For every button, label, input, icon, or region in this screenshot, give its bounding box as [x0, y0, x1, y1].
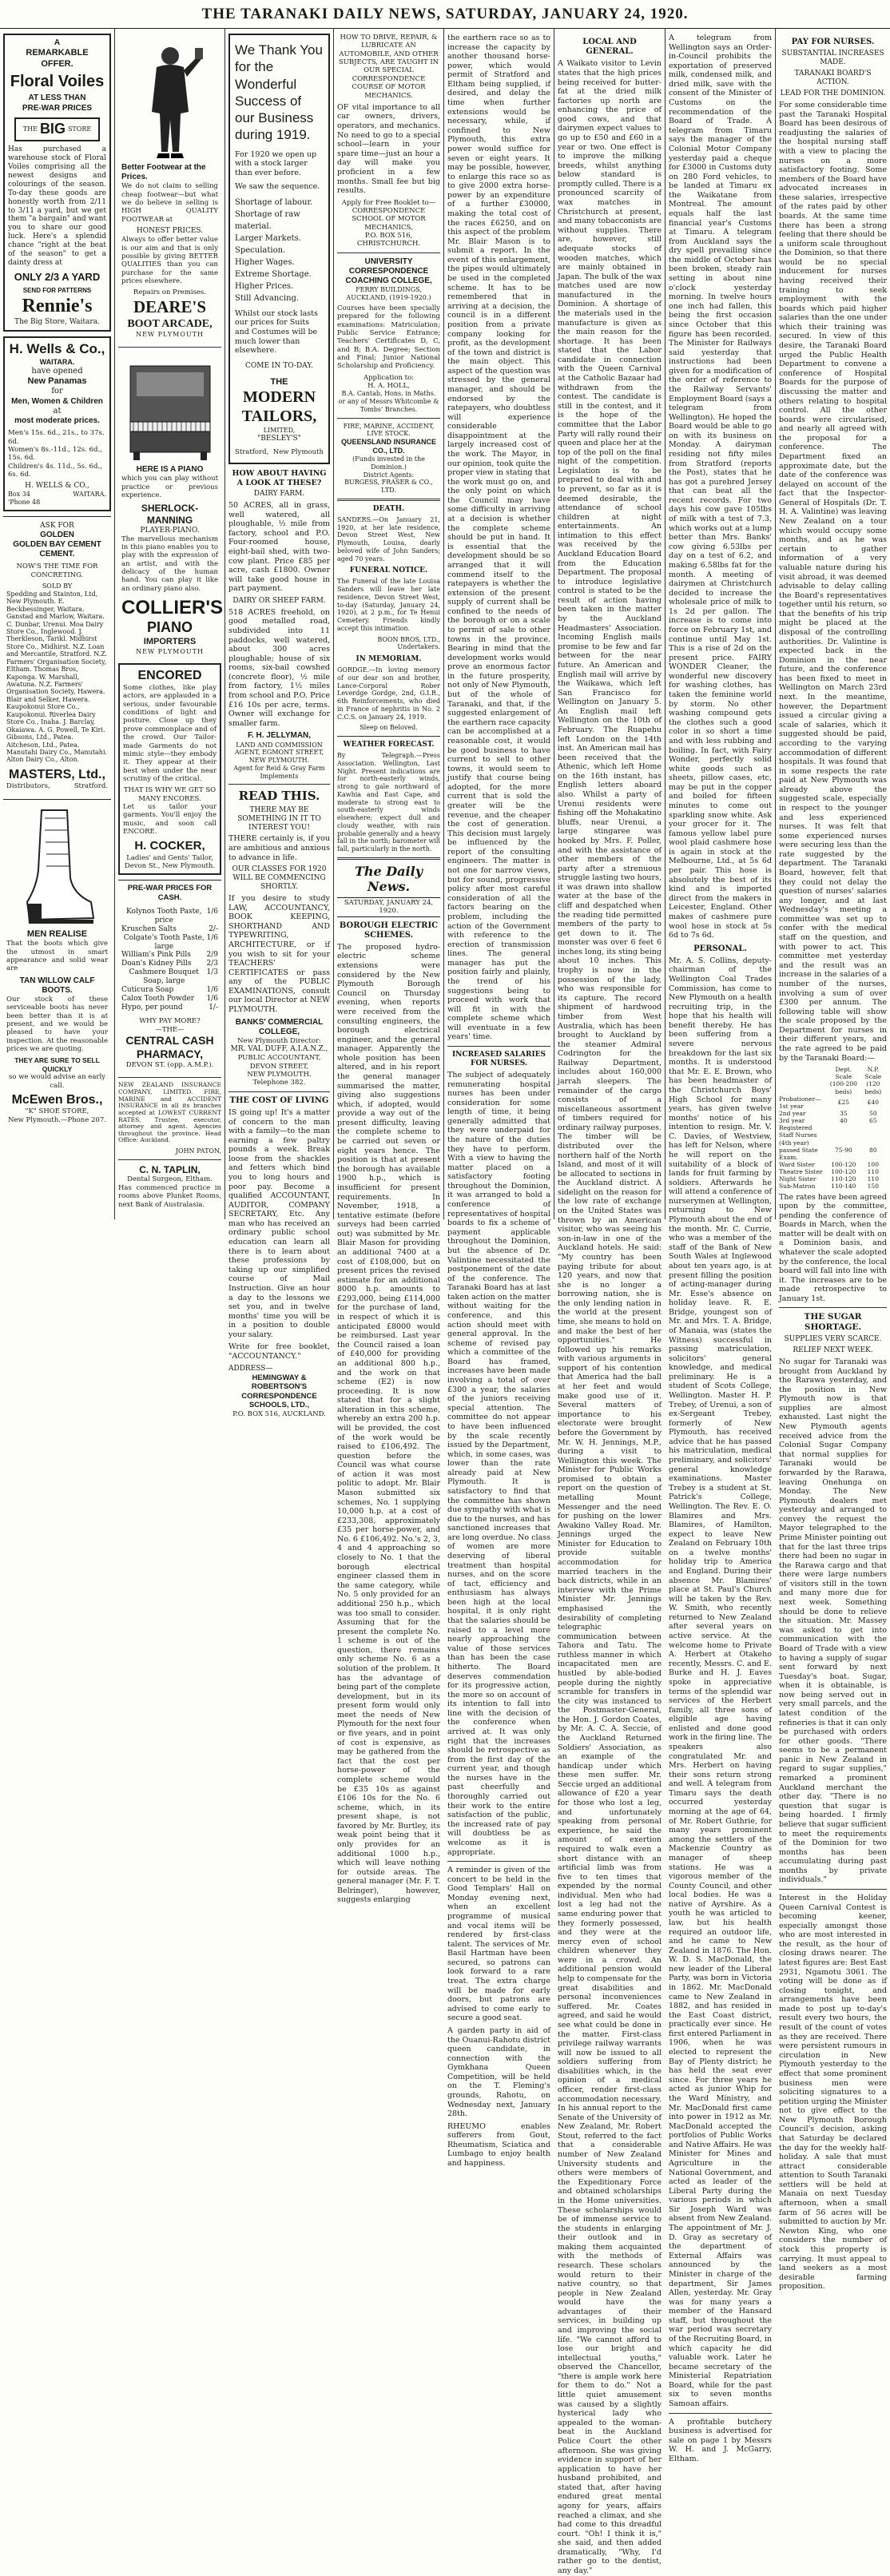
logo-text: THE — [22, 125, 38, 133]
table-header: N.P. Scale (120 beds) — [864, 1066, 882, 1095]
section-heading: LOCAL AND GENERAL. — [582, 38, 637, 57]
ad-body: Spedding and Stainton, Ltd, New Plymouth. E. Beckbessinger, Waitara. Ganstad and Marlow, Waitara. C. Dunbar, Urenui. Moa Dairy Store Co., Inglewood. J. Therkleson, Tarikl. Midhirst Store Co., Midhirst. N.Z. Loan and Mercantile, Stratford. N.Z. Farmers' Organisation Society, Eltham. Thomas Bros, Kaponga. W. Marshall, Awatuna. N.Z. Farmers' Organisation Society, Hawera. Blair and Selker, Hawera. Kaupokonui Store Co., Kaupokonui. Riverlea Dairy Store Co., Inaha. J. Barclay, Okaiawa. A. G. Powell, Te Kiri. Gibsons, Ltd., Patea. Aitcheson, Ltd., Patea. Manutahi Dairy Co., Manutahi. Alton Dairy Co., Alton. — [6, 590, 108, 764]
ad-brand: DEARE'S — [133, 296, 207, 316]
table-cell: 110-120 — [831, 1175, 856, 1183]
notice-text: Sleep on Beloved. — [360, 724, 418, 732]
salary-table — [779, 1066, 887, 1190]
editorial-title: The Daily News. — [355, 863, 423, 895]
column-6 — [554, 29, 665, 2576]
man-illustration-icon — [134, 40, 206, 160]
ad-line: Telephone 382. — [252, 1079, 306, 1087]
ad-brand: MASTERS, Ltd., — [9, 767, 105, 781]
listing-text: 50 ACRES, all in grass, well watered, all ploughable, ½ mile from factory, school and P.O. Four-roomed house, eight-bail shed, with two-cow plant. Price £85 per acre, cash £1800. Owner will take good house in part payment. — [228, 501, 330, 594]
sequence-item: Speculation. — [235, 245, 286, 255]
ad-line: Distributors, — [6, 782, 50, 791]
ad-body: OF vital importance to all car owners, drivers, operators, and mechanics. No need to go to a special school—learn in your spare time—just an hour a day will make you proficient in a few months. Small fee but big results. — [337, 102, 440, 196]
article-text: A garden party in aid of the Ouanui-Rahotu district queen candidate, in connection with the Gymkhana Queen Competition, will be held on the T. Fleming's grounds, Rahotu, on Wednesday next, January 28th. — [447, 2025, 550, 2119]
table-row — [779, 1168, 887, 1175]
ad-body: For 1920 we open up with a stock larger than ever before. — [235, 149, 317, 177]
ad-line: OFFER. — [41, 58, 74, 69]
wells-advert — [3, 336, 111, 511]
ad-line: New Plymouth Director: — [237, 1037, 321, 1045]
ad-line: PUBLIC ACCOUNTANT, — [237, 1054, 321, 1063]
ad-brand: Rennie's — [22, 295, 93, 316]
article-text: The proposed hydro-electric scheme extensions were considered by the New Plymouth Borough Council on Thursday evening, when reports were received from the consulting engineers, the borough electrical engineer, and the general manager. Apparently the whole position has been altered, and in his report the general manager summarised the matter, giving also suggestions which, if adopted, would provide a way out of the present difficulty, leaving the complete scheme to be carried out seven or eight years hence. The position is that at present the borough has available 1900 h.p., which is insufficient for present requirements. In November, 1918, a tentative estimate (before surveys had been carried out) was submitted by Mr. Blair Mason for providing an additional 7400 at a cost of £108,000, but on present prices the revised estimate for an additional 8000 h.p. amounts to £293,000, being £114,000 for the purchase of land, in respect of which it is anticipated £8000 would be reimbursed. Last year the Council raised a loan of £40,000 for providing an additional 800 h.p., and the work on that scheme (E2) is now proceeding. It is now stated that for a slight alteration in this scheme, whereby an extra 200 h.p. will be provided, the cost of the work would be raised to £106,492. The question before the Council was what course of action it was most politic to adopt. Mr. Blair Mason submitted six schemes, No. 1 supplying 10,000 h.p. at a cost of £233,308, approximately £35 per horse-power, and No. 6 £106,492. No.'s 2, 3, 4 and 4 approaching so closely to No. 1 that the borough electrical engineer classed them in the same category, while No. 5 only provided for an additional 250 h.p., which was too small to consider. Assuming that for the present the complete No. 1 scheme is out of the question, there remains only scheme No. 6 as a solution of the problem. It has the advantage of being part of the complete development, but in its present form would only meet the needs of New Plymouth for the next four or five years, and in point of cost is expensive, as may be gathered from the fact that the cost per horse-power of the complete scheme would be £35 10s as against £106 10s for the No. 6 scheme, which, in its present shape, is not favored by Mr. Burtley, its weak point being that it only provides for an additional 1000 h.p., which will leave nothing for outside areas. The general manager (Mr. F. T. Belringer), however, suggests enlarging — [337, 942, 440, 1905]
ad-line: PLAYER-PIANO. — [140, 526, 200, 535]
ad-line: NEW PLYMOUTH — [136, 331, 204, 339]
table-row — [779, 1139, 887, 1161]
ad-line: 'Phone 48 — [8, 499, 41, 507]
column-1 — [0, 29, 114, 1219]
ad-line: GOLDEN — [40, 530, 74, 539]
deare-advert — [118, 34, 221, 342]
table-cell: 110 — [867, 1175, 879, 1183]
table-cell: 2nd year — [779, 1110, 806, 1117]
table-cell: 110 — [867, 1168, 879, 1176]
price-row — [121, 925, 218, 934]
price-row — [121, 986, 218, 995]
table-cell: (4th year) passed State Exam. — [779, 1139, 818, 1161]
ad-line: THAT IS WHY WE GET SO MANY ENCORES. — [123, 786, 217, 803]
table-row — [779, 1095, 887, 1110]
column-8 — [776, 29, 890, 2292]
section-heading: DEATH. — [372, 504, 405, 513]
ad-body: The marvellous mechanism in this piano enables you to play with the expression of an artist, and with the delicacy of the human hand. You can play it like an ordinary piano also. — [121, 535, 218, 593]
price-value: 1/6 — [206, 995, 218, 1004]
sequence-item: Shortage of raw material. — [235, 209, 300, 231]
ad-headline: Better Footwear at the Prices. — [121, 163, 206, 182]
section-subheading: TARANAKI BOARD'S ACTION. — [794, 70, 872, 87]
section-heading: INCREASED SALARIES FOR NURSES. — [451, 1051, 546, 1067]
ad-body: THERE certainly is, if you are ambitious and anxious to advance in life. — [228, 834, 331, 862]
price-row — [121, 995, 218, 1004]
column-4 — [334, 29, 443, 1905]
ad-body: That the boots which give the utmost in smart appearance and solid wear are — [6, 940, 108, 973]
price-row — [121, 951, 218, 960]
price-row — [121, 1004, 218, 1012]
table-row — [779, 1161, 887, 1168]
price-row — [121, 960, 218, 968]
ad-headline: H. Wells & Co., — [9, 341, 105, 357]
ad-brand: TAILORS, — [241, 407, 317, 426]
ad-headline: Floral Voiles — [10, 73, 105, 90]
ad-footer — [6, 782, 108, 790]
ad-line: —THE— — [155, 1025, 185, 1034]
table-cell: Night Sister — [779, 1175, 816, 1183]
ad-line: WAITARA. — [39, 357, 75, 366]
ad-brand: C. N. TAPLIN, — [139, 1163, 201, 1175]
ad-price: ONLY 2/3 A YARD — [14, 271, 101, 284]
table-header: Dept. Scale (100-200 beds) — [829, 1066, 857, 1095]
ad-headline: HERE IS A PIANO — [136, 465, 204, 475]
price-item: Cuticura Soap — [121, 986, 174, 995]
table-cell: Registered Staff Nurses — [779, 1124, 817, 1139]
ad-line: NOW'S THE TIME FOR CONCRETING. — [16, 563, 98, 579]
article-text: A profitable butchery business is advertised for sale on page 1 by Messrs W. H. and J. McGarry, Eltham. — [669, 2417, 772, 2463]
ad-line: AT LESS THAN — [28, 93, 86, 103]
column-2 — [115, 29, 224, 1219]
ad-line: A — [54, 38, 61, 47]
section-subheading: RELIEF NEXT WEEK. — [793, 1346, 873, 1355]
ad-line: most moderate prices. — [14, 415, 100, 425]
piano-illustration-icon — [122, 358, 218, 462]
ad-brand: HEMINGWAY & ROBERTSON'S CORRESPONDENCE SCHOOLS, LTD., — [241, 1373, 317, 1410]
section-heading: IN MEMORIAM. — [356, 655, 422, 664]
ad-line: DEVON ST. (opp. A.M.P.). — [125, 1061, 214, 1070]
ad-line: PRE-WAR PRICES — [22, 103, 93, 113]
table-cell: 35 — [840, 1110, 848, 1117]
ad-brand: THE — [270, 376, 288, 387]
ad-headline: We Thank You for the Wonderful Success of our Business during 1919. — [235, 42, 323, 143]
notice-text: GORDGE.—In loving memory of our dear son and brother, Lance-Corporal Rober Leverdge Gordge, 2nd, G.I.R., 6th Reinforcements, who died in France of nephritis in No. 2 C.C.S. on January 24, 1919. — [337, 666, 440, 721]
ad-line: NEW PLYMOUTH — [136, 647, 204, 655]
article-text: The rates have been agreed upon by the committee, pending the conference of Boards in March, when the matter will be dealt with on a Dominion basis, and whatever the scale adopted by the conference, the local board will fall into line with it. The increases are to be made retrospective to January 1st. — [779, 1192, 887, 1303]
section-subheading: THERE MAY BE SOMETHING IN IT TO INTEREST YOU! — [237, 805, 321, 832]
ad-body: We do not claim to selling cheap footwear—but what we do believe in selling is HIGH QUALITY FOOTWEAR at — [121, 182, 218, 224]
ad-body: Our stock of these serviceable boots has never been better than it is at present, and we would be pleased to have your inspection. At the reasonable prices we are quoting. — [6, 995, 108, 1054]
ad-body: Has purchased a warehouse stock of Floral Voiles comprising all the newest designs and colourings of the season. To-day these goods are honestly worth from 2/11 to 3/11 a yard, but we get them "a bargain" and want you to share our good luck. Here's a splendid chance "right at the beat of the season" to get a dainty dress at — [8, 145, 106, 268]
ad-body: Courses have been specially prepared for the following examinations: Matriculation; Public Service Entrance; Teachers' Certificates D, C, and B; B.A. Degree; Section and Final; Junior National Scholarship and Proficiency. — [337, 304, 440, 371]
ad-line: CHRISTCHURCH. — [356, 240, 421, 248]
ad-price: Women's 8s.-11d., 12s. 6d., 15s. 6d. — [8, 445, 102, 463]
ad-line: Apply for Free Booklet to— — [341, 198, 436, 207]
boot-illustration-icon — [18, 806, 97, 926]
article-text: the earthern race so as to increase the capacity by another thousand horse-power, which would permit of Stratford and Eltham being supplied, if desired, and delay the time when further extensions would be necessary, while, if confined to New Plymouth, this extra power would suffice for seven or eight years. It may be possible, however, to enlarge this race so as to give 2000 extra horse-power by an expenditure of a further £30000, making the total cost of the races £6250, and on this aspect of the problem Mr. Blair Mason is to submit a report. In the event of this enlargement, the pipes would ultimately be used in the completed scheme. It has to be remembered that in arriving at a decision, the council is in a different position from a private company looking for profit, as the development of the town and district is the main object. This aspect of the question was stressed by the general manager, and should be endorsed by the ratepayers, who doubtless will experience considerable disappointment at the largely increased cost of the work. The Mayor, in our opinion, took quite the proper view in stating that the work must go on, and the only point on which the Council may have some difficulty in arriving at a decision is whether the complete scheme should be put in hand. It is essential that the development should be so arranged that it will commend itself to the ratepayers is whether the extension of the present supply of current shall be confined to the needs of the borough or on a scale to permit of sale to other towns in the province. Bearing in mind that the development works would prove an enormous factor in the future prosperity, not only of New Plymouth, but of the whole of Taranaki, and that, if the suggested enlargement of the earthern race capacity can be accomplished at a reasonable cost, it would be good business to have current to sell to other towns, it would seem to justify that course being adopted, for the more current that is sold the greater will be the revenue, and the cheaper the cost of generation. This decision must largely be influenced by the report of the consulting engineers. The matter is not one for narrow views, but for sound, progressive policy after most careful consideration of all the factors bearing on the problem, including the action of the Government with reference to the erection of transmission lines. The general manager has put the position fairly and plainly, the trend of his suggestions being to proceed with work that will fit in with the complete scheme which will eventuate in a few years' time. — [447, 34, 550, 1042]
ad-brand: COLLIER'S — [121, 597, 224, 619]
table-cell — [828, 1124, 860, 1139]
column-3 — [225, 29, 333, 1418]
ad-line: MR. VAL DUFF, A.I.A.N.Z., — [230, 1045, 328, 1054]
table-cell: 40 — [840, 1117, 848, 1125]
ad-line: REMARKABLE — [26, 48, 89, 58]
ad-line: LAND AND COMMISSION AGENT, EGMONT STREET, NEW PLYMOUTH. — [234, 741, 324, 765]
listing-text: 518 ACRES freehold, on good metalled road, subdivided into 11 paddocks, well watered, about 300 acres ploughable; house of six rooms, six-bail cowshed (concrete floor), ½ mile from factory, 1½ miles from school and P.O. Price £16 10s per acre, terms. Owner will exchange for smaller farm. — [228, 607, 330, 728]
sequence-item: Higher Prices. — [235, 281, 294, 291]
ad-body: Write for free booklet, "ACCOUNTANCY." — [228, 1342, 330, 1361]
ad-line: New Plymouth — [272, 447, 324, 456]
price-value: 1/6 — [206, 933, 218, 942]
section-heading: FUNERAL NOTICE. — [349, 566, 428, 575]
insurance-notice: NEW ZEALAND INSURANCE COMPANY, LIMITED. FIRE, MARINE and ACCIDENT INSURANCE in all its branches accepted at LOWEST CURRENT RATES. Trustee, executor, attorney and agent. Agencies throughout the province. Head Office: Auckland. — [118, 1081, 221, 1144]
table-row — [779, 1110, 887, 1117]
table-row — [779, 1175, 887, 1183]
ad-line: DEVON STREET, — [249, 1062, 309, 1071]
editorial-date: SATURDAY, JANUARY 24, 1920. — [337, 897, 440, 917]
ad-brand: MODERN — [242, 388, 316, 407]
section-subheading: SUBSTANTIAL INCREASES MADE. — [781, 50, 884, 67]
notice-text: The Funeral of the late Louisa Sanders will leave her late residence, Devon Street West, to-day (Saturday, January 24, 1920), at 2 p.m., for Te Henui Cemetery. Friends kindly accept this intimation. — [337, 578, 440, 632]
price-row — [121, 908, 218, 925]
ad-line: THEY ARE SURE TO SELL QUICKLY — [14, 1056, 100, 1073]
ad-line: SOLD BY — [42, 582, 73, 590]
ad-headline: HOW TO DRIVE, REPAIR, & LUBRICATE AN AUTOMOBILE, AND OTHER SUBJECTS, ARE TAUGHT IN — [338, 34, 439, 67]
table-cell: £25 — [837, 1099, 849, 1107]
article-text: A reminder is given of the concert to be held in the Good Templars' Hall on Monday evening next, when an excellent programme of musical and vocal items will be rendered by first-class talent. The services of Mr. Basil Hartman have been secured, so patrons can look forward to a rare treat. The extra charge will be made for early doors, but patrons are advised to come early to secure a good seat. — [447, 1866, 550, 2023]
ad-line: H. WELLS & CO., — [25, 482, 89, 491]
price-item: Colgate's Tooth Paste, large — [123, 933, 205, 951]
ad-body: Whilst our stock lasts our prices for Suits and Costumes will be much lower than elsewhere. — [235, 308, 318, 356]
table-cell: Theatre Sister — [779, 1168, 823, 1176]
table-row — [779, 1183, 887, 1190]
ad-body: which you can play without practice or previous experience. — [121, 475, 218, 499]
ad-headline: MEN REALISE — [26, 928, 88, 939]
ad-body: Some clothes, like play actors, are applauded in a serious, under favourable conditions of light and posture. Close up they prove commonplace and of the crowd. Our Tailor-made Garments do not mimic style—they embody it. They appear at their best when under the near scrutiny of the critical. — [123, 683, 217, 783]
ad-body: IS going up! It's a matter of concern to the man with a family—to the man earning a few paltry pounds a week. Break loose from the shackles and fetters which bind you to long hours and poor pay. Become a qualified ACCOUNTANT, AUDITOR, COMPANY SECRETARY, Etc. Any man who has received an ordinary public school education can learn all there is to learn about these professions by taking up our simplified course of Mail Instruction. Give an hour a day to the lessons we set you, and in twelve months' time you will be in a position to double your salary. — [228, 1107, 330, 1339]
table-cell: 65 — [869, 1117, 877, 1125]
price-value: 2/3 — [206, 960, 218, 968]
ad-line: ADDRESS— — [228, 1364, 273, 1373]
price-item: Hypo, per pound — [121, 1004, 183, 1012]
column-5 — [444, 29, 554, 2169]
ad-line: The Big Store, Waitara. — [14, 318, 100, 327]
modern-tailors-advert — [228, 34, 330, 464]
ad-price: Men's 15s. 6d., 21s., to 37s. 6d. — [8, 429, 105, 446]
ad-line: Dental Surgeon, Eltham. — [127, 1175, 213, 1184]
logo-text: BIG — [39, 120, 66, 137]
price-item: Doan's Kidney Pills — [121, 960, 192, 968]
price-item: Kruschen Salts — [121, 924, 177, 933]
ad-line: "K" SHOE STORE, — [25, 1107, 89, 1116]
ad-body: Let us tailor your garments. You'll enjoy the music, and soon call ENCORE. — [123, 803, 217, 837]
price-value: 1/6 — [206, 907, 218, 916]
ad-line: WAITARA. — [73, 491, 106, 499]
column-7 — [666, 29, 775, 2463]
ad-line: B.A. Cantab, Hons. in Maths. or any of Messrs Whitcombe & Tombs' Branches. — [338, 390, 439, 413]
masthead — [0, 0, 890, 29]
section-heading: THE COST OF LIVING — [229, 1095, 329, 1105]
price-row — [121, 968, 218, 986]
ad-line: Devon St., New Plymouth. — [124, 862, 216, 871]
section-heading: PAY FOR NURSES. — [791, 38, 875, 46]
price-value: 2/- — [209, 924, 218, 933]
price-list — [121, 908, 218, 1013]
article-text: No sugar for Taranaki was brought from Auckland by the Rarawa yesterday, and the position in New Plymouth now is that supplies are almost exhausted. Last night the New Plymouth agents received advice from the Colonial Sugar Company that normal supplies for Taranaki would be forwarded by the Rarawa, leaving Onehunga on Monday. The New Plymouth dealers met yesterday and arranged to convey the request the Mayor telegraphed to the Prime Minister pointing out that for the last three trips there had been no sugar in the Rarawa cargo and that there were large numbers of visitors still in the town and many more due for next week. Something should be done to relieve the situation. Mr. Massey was asked to get into communication with the Board of Trade with a view to having a supply of sugar sent forward by next Tuesday's boat. Sugar, when it is obtainable, is now being served out in very small parcels, and the latest condition of the refineries is that it can only be purchased with orders for other goods. "There seems to be a permanent panic in New Zealand in regard to sugar supplies," remarked a prominent Auckland merchant the other day. "There is no question that sugar is being hoarded. I firmly believe that sugar sufficient to meet the requirements of the Dominion for two months has been accumulating during past months by private individuals." — [779, 1358, 887, 1885]
notice-text: By Telegraph.—Press Association. Wellington, Last Night. Present indications are for north-easterly winds, strong to gale northward of Kawhia and East Cape, and moderate to strong east to south-easterly winds elsewhere; expect dull and cloudy weather, with rain probable generally and a heavy fall in the north; barometer will fall, particularly in the north. — [337, 752, 440, 853]
ad-brand: PIANO — [146, 619, 193, 636]
sequence-item: Extreme Shortage. — [235, 269, 312, 279]
ad-line: New Plymouth.—Phone 207. — [8, 1115, 106, 1124]
section-heading: BOROUGH ELECTRIC SCHEMES. — [339, 920, 439, 940]
price-value: 1/- — [209, 1004, 218, 1012]
table-cell: 100-120 — [831, 1160, 856, 1168]
mcewen-advert — [3, 799, 111, 1127]
table-cell: 3rd year — [779, 1117, 805, 1125]
table-cell: 80 — [869, 1146, 877, 1154]
ad-line: HONEST PRICES. — [136, 227, 204, 236]
section-heading: THE SUGAR SHORTAGE. — [804, 1312, 862, 1333]
table-row — [779, 1124, 887, 1139]
ad-line: ASK FOR — [40, 521, 74, 530]
notice-text: SANDERS.—On January 21, 1920, at her late residence, Devon Street West, New Plymouth, Louisa, dearly beloved wife of John Sanders; aged 70 years. — [337, 515, 440, 563]
sequence-item: Shortage of labour. — [235, 197, 313, 207]
price-value: 2/9 — [206, 951, 218, 960]
price-row — [121, 934, 218, 952]
ad-line: so we would advise an early call. — [9, 1073, 105, 1090]
cocker-advert — [118, 663, 221, 875]
ad-brand: F. H. JELLYMAN, — [247, 731, 312, 741]
section-subheading: LEAD FOR THE DOMINION. — [780, 89, 886, 98]
ad-brand: QUEENSLAND INSURANCE CO., LTD. — [340, 438, 436, 455]
table-cell: 100-120 — [831, 1168, 856, 1176]
ad-line: JOHN PATON, — [175, 1147, 221, 1155]
pharmacy-advert — [118, 880, 221, 1072]
ad-line: Box 34 — [8, 491, 30, 499]
ad-line: P.O. BOX 516, AUCKLAND. — [232, 1409, 326, 1418]
ad-brand: BOOT ARCADE, — [127, 318, 213, 331]
ad-line: "BESLEY'S" — [257, 434, 301, 443]
article-text: For some considerable time past the Taranaki Hospital Board has been desirous of readjusting the salaries of the hospital nursing staff with a view to placing the nurses on a more satisfactory footing. Some members of the Board have advocated increases in these salaries, irrespective of the rates paid by other boards. At the same time there has been a strong feeling that there should be a uniform scale throughout the Dominion, so that there would be no special inducement for nurses having received their training to seek employment with the boards which paid higher salaries than the one under which their training was secured. In view of this desire, the Taranaki Board urged the Public Health Department to convene a conference of Hospital Boards for the purpose of discussing the matter and others relating to hospital control. All the other boards were circularised, and nearly all agreed with the proposal for a conference. The Department fixed an approximate date, but the date of the conference was delayed on account of the fact that the Inspector-General of Hospitals (Dr. T. H. A. Valintine) was leaving New Zealand on a tour which would occupy some months, and as he was certain to gather information of a very valuable nature during his visit abroad, it was deemed advisable to delay calling the Board's representatives together until his return, so that the benefits of his trip might be placed at the disposal of the controlling authorities. Dr. Valintine is expected back in the Dominion in the near future, and the conference has been fixed to meet in Wellington on March 23rd next. In the meantime, however, the Department issued a circular giving a scale of salaries, which it suggested should be paid, according to the varying accommodation of different hospitals. It was found that in some respects the rate paid at New Plymouth was already above the suggested scale, especially in respect to the younger and less experienced nurses. It was felt that some experienced nurses were securing less than the rate suggested by the department. The Taranaki Board, however, felt that they could not delay the question of nurses' salaries any longer, and at last Wednesday's meeting a committee was set up to confer with the medical staff on the question, and with power to act. This committee met yesterday and the result was an increase in the salaries of a number of the nurses, involving a sum of over £300 per annum. The following table will show the scale proposed by the Department for nurses in their different years, and the rate agreed to be paid by the Taranaki Board:— — [779, 101, 887, 1063]
ad-line: NEW PLYMOUTH. — [247, 1071, 312, 1079]
ad-brand: BANKS' COMMERCIAL COLLEGE, — [235, 1017, 324, 1036]
section-heading: HOW ABOUT HAVING A LOOK AT THESE? — [232, 468, 327, 487]
ad-line: H. A. HOLL, — [368, 382, 410, 391]
ad-price: Children's 4s. 11d., 5s. 6d., 6s. 6d. — [8, 462, 102, 479]
price-item: Kolynos Tooth Paste, price — [126, 907, 202, 924]
ad-line: CEMENT. — [39, 550, 75, 559]
table-cell: Probationer—1st year — [779, 1095, 821, 1110]
ad-line: COME IN TO-DAY. — [245, 361, 313, 370]
table-cell — [860, 1124, 887, 1139]
table-cell: £40 — [867, 1099, 879, 1107]
ad-body: Always to offer better value is our aim and that is only possible by giving BETTER QUALITIES than you can purchase for the same prices elsewhere. — [121, 236, 218, 285]
price-item: William's Pink Pills — [121, 951, 191, 960]
price-item: Cashmere Bouquet Soap, large — [129, 968, 199, 986]
ad-line: OUR SPECIAL CORRESPONDENCE COURSE OF MOTOR MECHANICS. — [352, 66, 426, 100]
ad-brand: H. COCKER, — [134, 839, 205, 853]
article-text: Mr. A. S. Collins, deputy-chairman of the Wellington Coal Trades Commission, has come to New Plymouth on a health recruiting trip, in the hope that his health will benefit thereby. He has been suffering from a severe nervous breakdown for the last six months. It is understood that Mr. E. E. Brown, who has been headmaster of the Christchurch Boys' High School for many years, has given twelve months' notice of his intention to resign. Mr. V. C. Davies, of Westview, has left for Nelson, where he will report on the suitability of a block of lands for fruit farming by soldiers. Afterwards he will attend a conference of nurserymen at Wellington, returning to New Plymouth about the end of the month. Mr. C. Currie, who was a member of the staff of the Bank of New South Wales at Inglewood about ten years ago, is at present filling the position of acting-manager during Mr. Esse's absence on holiday leave. R. E. Bridge, youngest son of Mr. and Mrs. T. A. Bridge, of Manaia, was (states the Witness) successful in passing matriculation, solicitors' general knowledge, and medical preliminary. He is a student of Scots College, Wellington. Master H. P. Trebey, of Urenui, a son of ex-Sergeant Trebey, formerly of New Plymouth, has received advice that he has passed his matriculation, medical preliminary, and solicitors' general knowledge examinations. Master Trebey is a student at St. Patrick's College, Wellington. The Rev. E. O. Blamires and Mrs. Blamires, of Hamilton, expect to leave New Zealand on February 10th on a twelve months' holiday trip to America and England. During their absence Mr. Blamires' place at St. Paul's Church will be taken by the Rev. W. Smith, who recently returned to New Zealand after several years on active service. At the welcome home to Private A. Herbert at Otakeho recently, Messrs. C. and E. Burke and H. J. Eaves spoke in appreciative terms of the splendid war services of the Herbert family, all three sons of eligible age having enlisted and done good work in the firing line. The speakers also congratulated Mr. and Mrs. Herbert on having their sons return strong and well. A telegram from Timaru says the death occurred yesterday morning at the age of 64, of Mr. Robert Guthrie, for many years prominent among the settlers of the Mackenzie Country as manager of sheep stations. He was a vigorous member of the County Council, and other local bodies. He was a native of Ayrshire. As a youth he was articled to law, but his health required an outdoor life, and he came to New Zealand in 1876. The Hon. W. D. S. MacDonald, the new leader of the Liberal Party, was born in Victoria in 1862. Mr. MacDonald came to New Zealand in 1882, and has resided in the East Coast district, practically ever since. He first entered Parliament in 1906, when he was elected to represent the Bay of Plenty district; he has held the seat ever since. For three years he acted as junior Whip for the Ward Ministry, and Mr. MacDonald first came into power in 1912 as Mr. MacDonald accepted the portfolios of Public Works and Native Affairs. He was Minister for Mines and Agriculture in the National Government, and acted as leader of the Liberal Party during the various periods in which Sir Joseph Ward was absent from New Zealand. The appointment of Mr. J. D. Gray as secretary of the department of External Affairs was announced by the Minister in charge of the department, Sir James Allen, yesterday. Mr. Gray was for many years a member of the Hansard staff, but throughout the war period was secretary of the Recruiting Board, in which capacity he did valuable work. Later he became secretary of the Ministerial Repatriation Board, while for the past six to seven months Samoan affairs. — [669, 956, 772, 2409]
ad-line: FIRE, MARINE, ACCIDENT, LIVE STOCK. — [343, 422, 435, 438]
ad-body: Has commenced practice in rooms above Plunket Rooms, next Bank of Australasia. — [118, 1183, 221, 1209]
ad-line: New Panamas — [27, 376, 87, 387]
ad-line: FERRY BUILDINGS, AUCKLAND, (1919-1920.) — [346, 286, 431, 302]
ad-footer — [235, 448, 324, 456]
sequence-item: Larger Markets. — [235, 233, 301, 243]
ad-brand: CORRESPONDENCE SCHOOL OF MOTOR MECHANICS, — [352, 207, 426, 232]
sequence-item: Still Advancing. — [235, 293, 300, 303]
ad-line: Agent for Reid & Gray Farm Implements — [233, 764, 325, 780]
table-cell: 110-140 — [831, 1183, 856, 1191]
table-cell: 150 — [867, 1183, 879, 1191]
ad-headline: PRE-WAR PRICES FOR CASH. — [127, 884, 213, 903]
table-row — [779, 1117, 887, 1124]
ad-line: Ladies' and Gents' Tailor, — [126, 853, 213, 862]
ad-line: for — [51, 387, 63, 396]
ad-brand: SHERLOCK-MANNING — [141, 503, 199, 526]
article-text: RHEUMO enables sufferers from Gout, Rheumatism, Sciatica and Lumbago to enjoy health and happiness. — [447, 2121, 550, 2169]
ad-line: TAN WILLOW CALF BOOTS. — [19, 976, 95, 995]
page-title: THE TARANAKI DAILY NEWS, SATURDAY, JANUARY 24, 1920. — [201, 5, 689, 22]
ad-line: Stratford. — [74, 782, 108, 791]
price-value: 1/3 — [206, 968, 218, 977]
section-heading: READ THIS. — [238, 789, 320, 804]
ad-line: District Agents: — [363, 471, 415, 479]
ad-brand: PHARMACY, — [136, 1047, 204, 1061]
ad-brand: CORRESPONDENCE COACHING COLLEGE, — [345, 267, 432, 286]
ad-brand: UNIVERSITY — [364, 256, 413, 266]
ad-line: GOLDEN BAY CEMENT — [13, 539, 101, 549]
ad-line: Repairs on Premises. — [133, 288, 207, 297]
ad-body: If you desire to study LAW, ACCOUNTANCY, BOOK KEEPING, SHORTHAND AND TYPEWRITING, ARCHITECTURE, or if you wish to sit for your TEACHERS' CERTIFICATES or pass any of the PUBLIC EXAMINATIONS, consult our local Director at NEW PLYMOUTH. — [228, 894, 330, 1015]
article-text: A Waikato visitor to Levin states that the high prices being received for butter-fat at the dried milk factories up north are enhancing the price of good cows, and that dairymen expect values to go up to £50 and £60 in a year or two. One effect is to improve the milking breeds, whilst anything below standard is promptly culled. There is a pronounced scarcity of wax matches in Christchurch at present, and many tobacconists are without supplies. There are, however, still adequate stocks of wooden matches, which are mainly obtained in Japan. The bulk of the wax matches used are now manufactured in the Dominion. A shortage of the materials used in the manufacture is given as the main reason for the shortage. It has been stated that the Labor candidate in connection with the Queen Carnival at the Catholic Bazaar had withdrawn from the contest. The candidate is still in the contest, and it is the hope of the committee that the Labor Party will rally round their queen and place her at the top of the poll on the final night of the competition. Legislation is to be prepared to deal with and to prevent, so far as it is deemed desirable, the attendance of school children at night entertainments. An intimation to this effect was received by the Auckland Education Board from the Education Department. The proposal to introduce legislative control is stated to be the result of action having been taken in the matter by the Auckland Headmasters' Association. Incoming English mails promise to be few and far between for the near future. An American and English mail will arrive by the Waikawa, which left San Francisco for Wellington on January 5. An English mail left Wellington on the 10th of February. The Ruapehu left London on the 14th inst. An American mail has been received that the Athenic, which left Home on the 16th instant, has English letters aboard also. Whilst a party of Urenui residents were fishing off the Mohakatino bluffs, near Urenui, a large stingaree was hooked by Mrs. F. Poller, and with the assistance of other members of the party after a strenuous struggle lasting two hours, it was drawn into shallow water at the base of the cliff and despatched when the reading tide permitted members of the party to get down to it. The monster was over 6 feet 6 inches long, its sting being about 10 inches. This trophy is now in the possession of the lady, who was responsible for its capture. The record shipment of hardwood timber from West Australia, which has been brought to Auckland by the steamer Admiral Codrington for the Railway Department, includes about 160,000 jarrah sleepers. The remainder of the cargo consists of a miscellaneous assortment of timbers required for ordinary railway purposes. The timber will be distributed over the northern half of the North Island, and most of it will be allocated to sections in the Auckland district. A sidelight on the reason for the low rate of exchange on the United States was thrown by an American visitor, who was seeing his son-in-law in one of the Auckland hotels. He said: "My country has been paying tribute for about 120 years, and now that she is no longer a borrowing nation, she is the only lending nation in the world at the present time, she means to hold on and make the best of her opportunities." He followed up his remarks with various arguments in support of his contention that America had the ball at her feet and would make good use of it. Several matters of importance to his electorate were brought before the Government by Mr. W. H. Jennings, M.P., during a visit to Wellington this week. The Minister for Public Works promised to obtain a report on the question of metalling Mount Messenger and the need for pushing on the lower Awakino Valley Road. Mr. Jennings urged the Minister for Education to provide suitable accommodation for married teachers in the back districts, while in an interview with the Prime Minister Mr. Jennings emphasised the desirability of completing telegraphic communication between Tahora and Tatu. The ruthless manner in which incapacitated men are hustled by able-bodied people during the nightly scramble for transfers in the city was instanced to the Postmaster-General, the Hon. J. Gordon Coates, by Mr. A. C. A. Seccie, of the Auckland Returned Soldiers' Association, as an example of the handicap under which these men suffer. Mr. Seccie urged an additional allowance of £20 a year for those who lost a leg, and unfortunately speaking from personal experience, he said the amount of exertion required to walk even a short distance with an artificial limb was from five to ten times that expended by the normal individual. Men who had lost a leg had not the same enduring power that they formerly possessed, and they were at the mercy even of school children whenever they were in a crowd. An additional pension would help to compensate for the great disabilities and personal inconveniences suffered. Mr. Coates agreed, and said he would see what could be done in the matter. First-class privilege railway warrants will now be issued to all soldiers suffering from disabilities which, in the opinion of a medical officer, render first-class accommodation necessary. In his annual report to the Senate of the University of New Zealand, Mr. Robert Stout, referred to the fact that a considerable number of New Zealand University students and others were members of the Expeditionary Force and obtained scholarships in the Home universities. These scholarships would be of immense service to the students in enlarging their outlook and in making them acquainted with the methods of research. These scholars would return to their native country, so that people in New Zealand would have the advantages of their services, in building up and improving the social life. "We cannot afford to lose our bright and intellectual youths," observed the Chancellor, "there is ample work here for them to do." Not a little quiet amusement was caused by a slightly hysterical lady who appealed to the woman-beat in the Auckland Police Court the other afternoon. She was giving evidence in support of her application to have her husband prohibited, and stated that, after having endured great mental agony for years, affairs reached a climax, and she had come to this dreadful court. "Oh! I think it is," she said, and then added dramatically, "Why, I'd rather go to the dentist, any day." — [558, 59, 662, 2576]
section-heading: PERSONAL. — [693, 944, 747, 953]
big-store-logo — [14, 117, 100, 141]
ad-line: Stratford, — [235, 447, 269, 456]
price-value: 1/6 — [206, 986, 218, 995]
ad-line: Application to: — [363, 373, 415, 382]
table-header — [779, 1066, 828, 1095]
ad-headline: ENCORED — [137, 669, 202, 683]
ad-footer — [8, 491, 106, 499]
section-subheading: OUR CLASSES FOR 1920 WILL BE COMMENCING SHORTLY. — [232, 865, 327, 892]
price-item: Calox Tooth Powder — [121, 995, 195, 1004]
ad-line: Men, Women & Children — [11, 396, 103, 406]
ad-brand: McEwen Bros., — [11, 1092, 103, 1107]
section-subheading: SUPPLIES VERY SCARCE. — [784, 1335, 882, 1344]
article-text: A telegram from Wellington says an Order-in-Council prohibits the exportation of preserved milk, condensed milk, and dried milk, save with the consent of the Minister of Customs on the recommendation of the Board of Trade. A telegram from Timaru says the manager of the Colonial Motor Company yesterday paid a cheque for £3000 in Customs duty on 280 Ford vehicles, to be landed at Timaru ex the Waikatane from Montreal. The amount equals half the last financial year's Customs at Timaru. A telegram from Auckland says the dry spell prevailing since the middle of October has been broken, steady rain setting in about nine o'clock yesterday morning. In twelve hours one inch had fallen, this being the first occasion since October that this figure has been recorded. The Minister for Railways said yesterday that instructions had been given for a modification of the order of reference to the Railway Servants' Employment Board (says a telegram from Wellington). He hoped the Board would be able to go on with its business on Monday. A dairyman residing not fifty miles from Stratford (reports the Post), states that he has got a purebred Jersey that can beat all the recent records. For two days his cow gave 105lbs of milk with a test of 7.3, which works out at a lump better than Mrs. Banks' cow giving 6.53lbs per day on a test of 6.2, and making 6.58lbs fat for the month. A meeting of dairymen at Christchurch decided to increase the wholesale price of milk to 1s 2d per gallon. The increase is to come into force on February 1st, and continue until May 1st. This is a rise of 2d on the present price. FAIRY WONDER Cleaner, the wonderful new discovery for washing clothes, has taken the feminine world by storm. No other washing compound gets the clothes such a good color in so short a time and with less rubbing and boiling. In fact, with Fairy Wonder, perfectly solid white goods such as sheets, pillow cases, etc, may be put in the copper and boiled for fifteen minutes to come out sparkling snow white. Ask your grocer for it. The famous yellow label pure wool plaid cashmere hose is again in stock at the Melbourne, Ltd., at 5s 6d per pair. This hose is absolutely the best of its kind and is imported direct from the makers in Leicester, England. Other makes of cashmere pure wool hose in stock at 5s 6d to 7s 6d. — [669, 34, 772, 940]
table-cell: 75-90 — [835, 1146, 852, 1154]
article-text: The subject of adequately remunerating hospital nurses has been under consideration for some length of time, it being generally admitted that they were underpaid for the nature of the duties they have to perform. With a view to having the matter placed on a satisfactory footing throughout the Dominion, it was arranged to hold a conference of representatives of hospital boards to fix a scheme of payment applicable throughout the Dominion, but the absence of Dr. Valintine necessitated the postponement of the date of the conference. The Taranaki Board has at last taken action on the matter without waiting for the conference, and this action should meet with general approval. In the scheme of revised pay which a committee of the Board has framed, increases have been made involving a total of over £300 a year, the salaries of the juniors receiving special attention. The committee do not appear to have been influenced by the scale recently issued by the Department, which, in some cases, was lower than the rate already paid at New Plymouth. It is satisfactory to find that the committee has shown due sympathy with what is due to the nurses, and has sanctioned increases that are long overdue. No class of women are more deserving of liberal treatment than hospital nurses, and on the score of tact, efficiency and enthusiasm has always been high at the local hospital, it is only right that the salaries should be raised to a level more nearly approaching the value of those services than has been the case hitherto. The Board deserves commendation for its progressive action, the more so on account of its intention to fall into line with the decision of the conference when arrived at. It was only right that the increases should be retrospective as from the first day of the current year, and though the nurses have in the past cheerfully and thoroughly carried out their work to the entire satisfaction of the public, the increased rate of pay will doubtless be as welcome as it is appropriate. — [447, 1070, 550, 1857]
table-cell: 100 — [867, 1160, 879, 1168]
ad-line: We saw the sequence. — [235, 182, 320, 192]
ad-brand: CENTRAL CASH — [125, 1033, 214, 1047]
ad-line: WHY PAY MORE? — [139, 1017, 201, 1026]
ad-line: (Funds invested in the Dominion.) — [352, 455, 425, 471]
sequence-item: Higher Wages. — [235, 257, 295, 267]
cement-advert — [3, 516, 111, 794]
logo-text: STORE — [67, 125, 92, 133]
section-subheading: DAIRY FARM. — [253, 490, 305, 499]
ad-line: P.O. BOX 516, — [364, 232, 413, 241]
voiles-advert — [3, 34, 111, 332]
ad-line: IMPORTERS — [143, 637, 197, 647]
ad-line: LIMITED, — [263, 426, 296, 434]
table-cell: 50 — [869, 1110, 877, 1117]
notice-signature: BOON BROS, LTD., Undertakers. — [377, 635, 440, 651]
ad-line: SEND FOR PATTERNS — [22, 287, 92, 295]
sequence-list — [235, 197, 324, 304]
section-heading: WEATHER FORECAST. — [343, 741, 435, 749]
collier-advert — [118, 352, 224, 658]
section-subheading: DAIRY OR SHEEP FARM. — [232, 596, 326, 605]
article-text: Interest in the Holiday Queen Carnival Contest is becoming keener, especially amongst those who are most interested in the result, as the hour of closing draws nearer. The latest figures are: Best East 2931, Ngamotu 3061. The voting will be done as if closing tonight, and arrangements have been made to post up to-day's result every two hours, the result of the count of votes as they are received. There were persistent rumours in circulation in New Plymouth yesterday to the effect that some prominent business men were soliciting signatures to a petition urging the Minister not to give effect to the New Plymouth Borough Council's decision, asking that Saturday be declared the day for the weekly half-holiday. A sale that must attract considerable attention to South Taranaki settlers will be held at Manaia on next Tuesday afternoon, when a small farm of 56 acres will be submitted to auction by Mr. Newton King, who one considers the number of stock this property is carrying. It must appeal to land seekers as a most desirable farming proposition. — [779, 1893, 887, 2292]
table-cell: Sub-Matron — [779, 1183, 816, 1191]
table-cell: Ward Sister — [779, 1160, 815, 1168]
ad-line: at — [53, 406, 62, 415]
ad-line: have opened — [31, 366, 83, 376]
ad-line: BURGESS, FRASER & CO., LTD. — [344, 479, 433, 495]
